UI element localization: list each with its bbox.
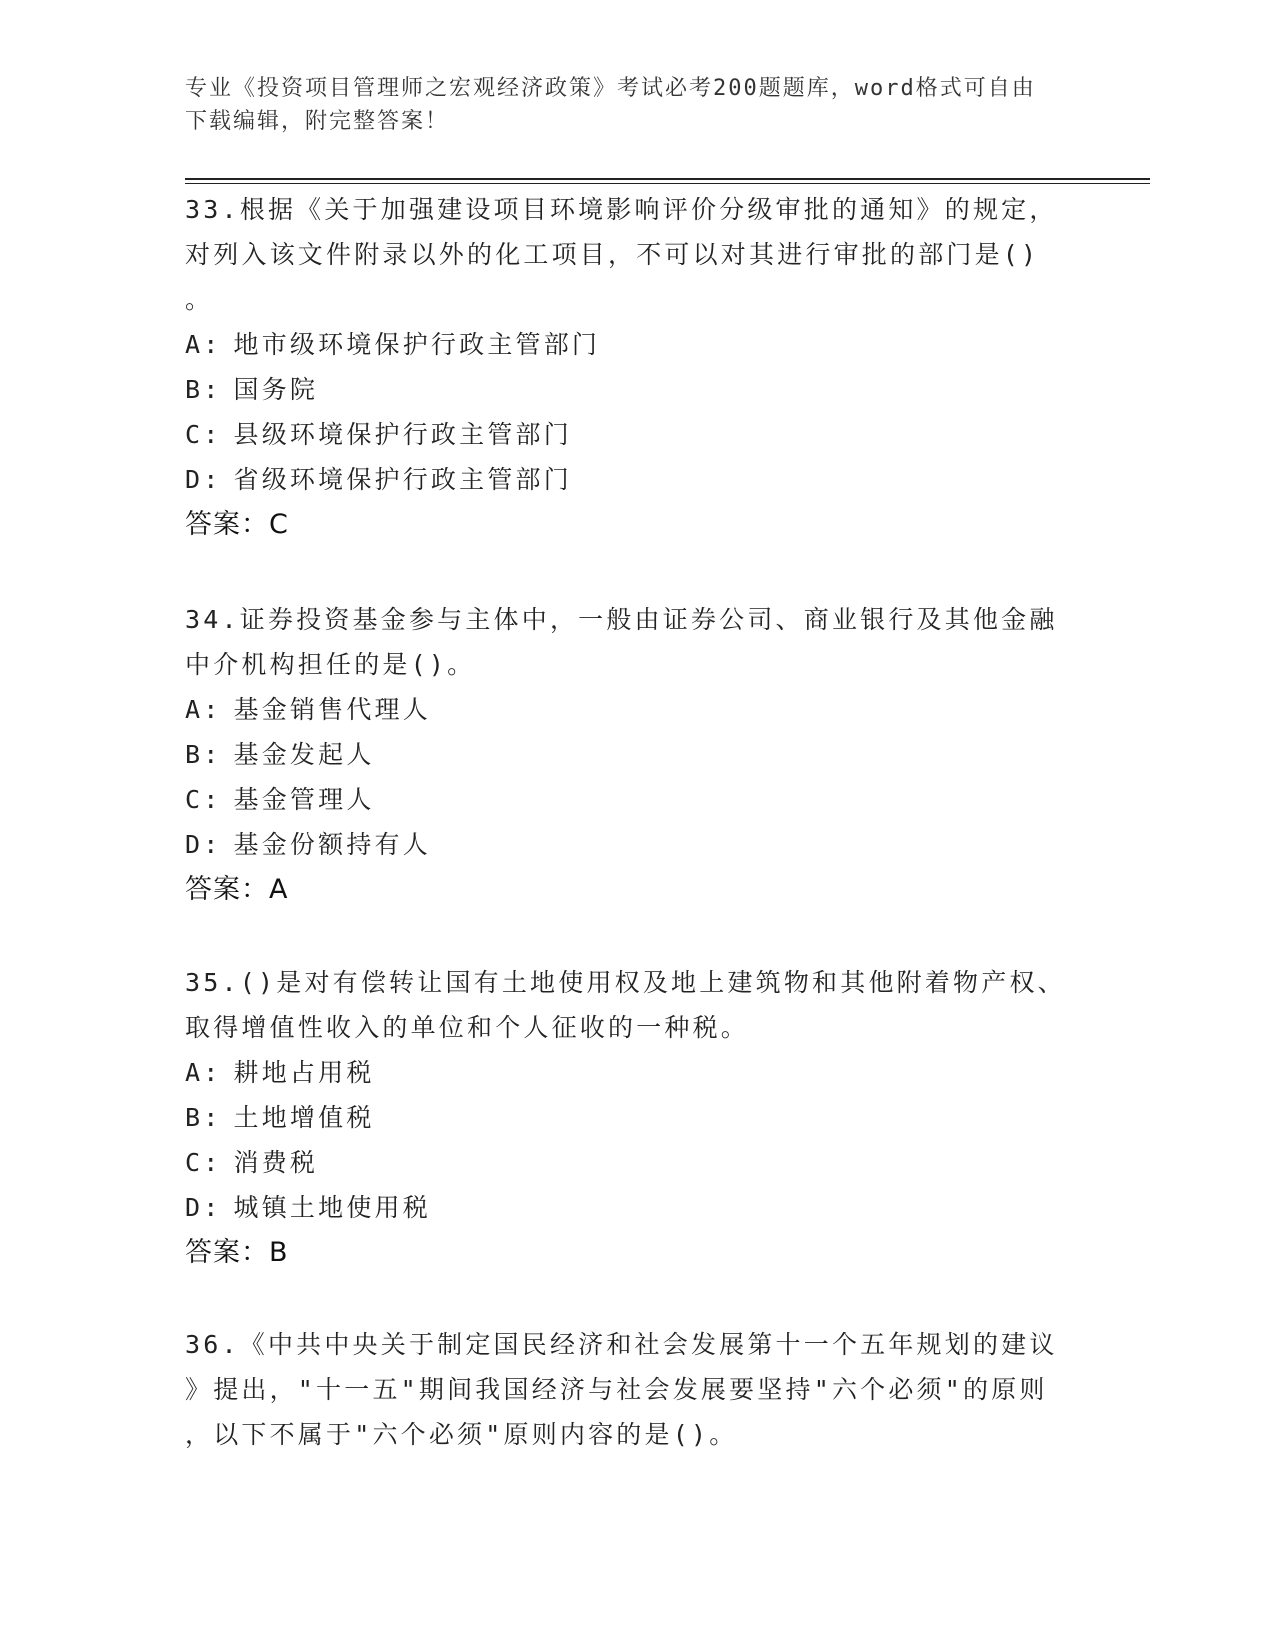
header-divider-thin xyxy=(185,183,1150,184)
option-a xyxy=(185,1050,1075,1095)
option-key: B: xyxy=(185,375,222,404)
option-key: B: xyxy=(185,1103,222,1132)
option-text: 国务院 xyxy=(233,375,319,404)
option-c xyxy=(185,777,1075,822)
option-d xyxy=(185,822,1075,867)
option-text: 耕地占用税 xyxy=(233,1058,375,1087)
question-stem-line: 取得增值性收入的单位和个人征收的一种税。 xyxy=(185,1013,750,1042)
option-b xyxy=(185,367,1075,412)
option-text: 土地增值税 xyxy=(233,1103,375,1132)
question-stem-line: 中介机构担任的是()。 xyxy=(185,650,476,679)
question-stem-line: 》提出，"十一五"期间我国经济与社会发展要坚持"六个必须"的原则 xyxy=(185,1375,1048,1404)
question-35 xyxy=(185,960,1075,1275)
answer-line: 答案：C xyxy=(185,509,289,540)
question-stem-line: 对列入该文件附录以外的化工项目，不可以对其进行审批的部门是() xyxy=(185,240,1040,269)
option-key: C: xyxy=(185,1148,222,1177)
header-divider-thick xyxy=(185,178,1150,180)
question-stem-line: 。 xyxy=(185,285,214,314)
question-34 xyxy=(185,597,1075,912)
option-text: 基金管理人 xyxy=(233,785,375,814)
question-33 xyxy=(185,187,1075,547)
option-d xyxy=(185,457,1075,502)
option-d xyxy=(185,1185,1075,1230)
option-key: D: xyxy=(185,465,222,494)
option-text: 基金份额持有人 xyxy=(233,830,431,859)
option-key: D: xyxy=(185,1193,222,1222)
option-b xyxy=(185,732,1075,777)
option-key: B: xyxy=(185,740,222,769)
option-key: A: xyxy=(185,330,222,359)
document-header: 专业《投资项目管理师之宏观经济政策》考试必考200题题库，word格式可自由下载编辑，附完整答案！ xyxy=(185,76,1036,134)
option-key: A: xyxy=(185,695,222,724)
question-stem-line: 35.()是对有偿转让国有土地使用权及地上建筑物和其他附着物产权、 xyxy=(185,968,1066,997)
option-text: 省级环境保护行政主管部门 xyxy=(233,465,572,494)
option-text: 基金销售代理人 xyxy=(233,695,431,724)
option-key: C: xyxy=(185,785,222,814)
option-a xyxy=(185,687,1075,732)
option-key: D: xyxy=(185,830,222,859)
answer-line: 答案：B xyxy=(185,1237,289,1268)
question-stem-line: 33.根据《关于加强建设项目环境影响评价分级审批的通知》的规定， xyxy=(185,195,1058,224)
question-stem-line: 36.《中共中央关于制定国民经济和社会发展第十一个五年规划的建议 xyxy=(185,1330,1058,1359)
option-a xyxy=(185,322,1075,367)
answer-line: 答案：A xyxy=(185,874,289,905)
question-stem-line: 34.证券投资基金参与主体中，一般由证券公司、商业银行及其他金融 xyxy=(185,605,1058,634)
option-text: 地市级环境保护行政主管部门 xyxy=(233,330,601,359)
option-text: 城镇土地使用税 xyxy=(233,1193,431,1222)
option-key: C: xyxy=(185,420,222,449)
option-c xyxy=(185,1140,1075,1185)
option-b xyxy=(185,1095,1075,1140)
option-text: 县级环境保护行政主管部门 xyxy=(233,420,572,449)
option-text: 消费税 xyxy=(233,1148,319,1177)
question-stem-line: ，以下不属于"六个必须"原则内容的是()。 xyxy=(185,1420,738,1449)
question-36 xyxy=(185,1322,1075,1457)
option-text: 基金发起人 xyxy=(233,740,375,769)
option-c xyxy=(185,412,1075,457)
option-key: A: xyxy=(185,1058,222,1087)
